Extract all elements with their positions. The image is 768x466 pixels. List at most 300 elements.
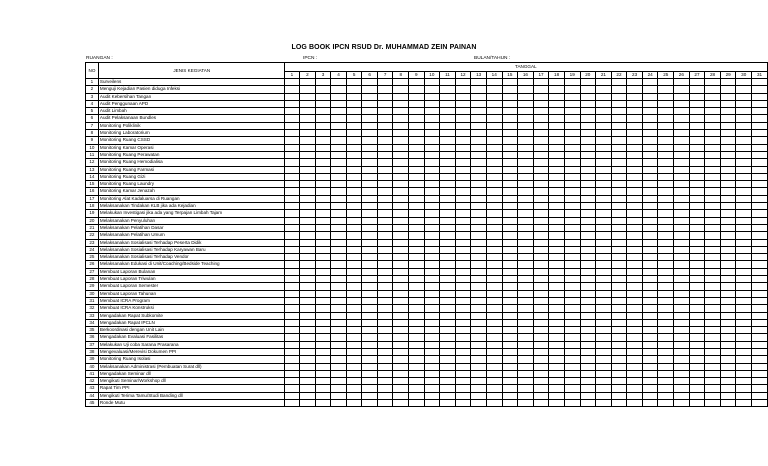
day-cell[interactable] — [752, 246, 768, 253]
day-cell[interactable] — [705, 144, 721, 151]
day-cell[interactable] — [455, 290, 471, 297]
day-cell[interactable] — [752, 356, 768, 363]
day-cell[interactable] — [642, 173, 658, 180]
day-cell[interactable] — [533, 297, 549, 304]
day-cell[interactable] — [377, 246, 393, 253]
day-cell[interactable] — [346, 363, 362, 370]
day-cell[interactable] — [736, 151, 752, 158]
day-cell[interactable] — [596, 385, 612, 392]
day-cell[interactable] — [642, 239, 658, 246]
day-cell[interactable] — [580, 130, 596, 137]
day-cell[interactable] — [674, 378, 690, 385]
day-cell[interactable] — [658, 210, 674, 217]
day-cell[interactable] — [284, 356, 300, 363]
day-cell[interactable] — [642, 268, 658, 275]
day-cell[interactable] — [377, 400, 393, 407]
day-cell[interactable] — [424, 290, 440, 297]
day-cell[interactable] — [736, 246, 752, 253]
day-cell[interactable] — [736, 173, 752, 180]
day-cell[interactable] — [300, 334, 316, 341]
day-cell[interactable] — [689, 341, 705, 348]
day-cell[interactable] — [720, 130, 736, 137]
day-cell[interactable] — [752, 151, 768, 158]
day-cell[interactable] — [611, 224, 627, 231]
day-cell[interactable] — [393, 239, 409, 246]
day-cell[interactable] — [736, 217, 752, 224]
day-cell[interactable] — [674, 166, 690, 173]
day-cell[interactable] — [642, 246, 658, 253]
day-cell[interactable] — [580, 195, 596, 202]
day-cell[interactable] — [300, 341, 316, 348]
day-cell[interactable] — [455, 297, 471, 304]
day-cell[interactable] — [564, 210, 580, 217]
day-cell[interactable] — [440, 254, 456, 261]
day-cell[interactable] — [424, 334, 440, 341]
day-cell[interactable] — [627, 130, 643, 137]
day-cell[interactable] — [611, 385, 627, 392]
day-cell[interactable] — [689, 115, 705, 122]
day-cell[interactable] — [331, 268, 347, 275]
day-cell[interactable] — [564, 181, 580, 188]
day-cell[interactable] — [424, 188, 440, 195]
day-cell[interactable] — [580, 239, 596, 246]
day-cell[interactable] — [315, 268, 331, 275]
day-cell[interactable] — [393, 115, 409, 122]
day-cell[interactable] — [393, 400, 409, 407]
day-cell[interactable] — [486, 79, 502, 86]
day-cell[interactable] — [658, 246, 674, 253]
day-cell[interactable] — [549, 232, 565, 239]
day-cell[interactable] — [455, 159, 471, 166]
day-cell[interactable] — [362, 79, 378, 86]
day-cell[interactable] — [393, 341, 409, 348]
day-cell[interactable] — [752, 268, 768, 275]
day-cell[interactable] — [486, 261, 502, 268]
day-cell[interactable] — [689, 144, 705, 151]
day-cell[interactable] — [455, 400, 471, 407]
day-cell[interactable] — [642, 188, 658, 195]
day-cell[interactable] — [284, 378, 300, 385]
day-cell[interactable] — [596, 334, 612, 341]
day-cell[interactable] — [658, 392, 674, 399]
day-cell[interactable] — [409, 100, 425, 107]
day-cell[interactable] — [362, 297, 378, 304]
day-cell[interactable] — [611, 86, 627, 93]
day-cell[interactable] — [502, 290, 518, 297]
day-cell[interactable] — [564, 137, 580, 144]
day-cell[interactable] — [409, 312, 425, 319]
day-cell[interactable] — [627, 232, 643, 239]
day-cell[interactable] — [642, 203, 658, 210]
day-cell[interactable] — [752, 327, 768, 334]
day-cell[interactable] — [720, 385, 736, 392]
day-cell[interactable] — [596, 86, 612, 93]
day-cell[interactable] — [502, 210, 518, 217]
day-cell[interactable] — [705, 290, 721, 297]
day-cell[interactable] — [674, 93, 690, 100]
day-cell[interactable] — [720, 334, 736, 341]
day-cell[interactable] — [346, 115, 362, 122]
day-cell[interactable] — [689, 159, 705, 166]
day-cell[interactable] — [736, 130, 752, 137]
day-cell[interactable] — [642, 276, 658, 283]
day-cell[interactable] — [424, 276, 440, 283]
day-cell[interactable] — [689, 385, 705, 392]
day-cell[interactable] — [736, 188, 752, 195]
day-cell[interactable] — [440, 370, 456, 377]
day-cell[interactable] — [486, 327, 502, 334]
day-cell[interactable] — [752, 203, 768, 210]
day-cell[interactable] — [533, 305, 549, 312]
day-cell[interactable] — [549, 159, 565, 166]
day-cell[interactable] — [346, 79, 362, 86]
day-cell[interactable] — [393, 181, 409, 188]
day-cell[interactable] — [300, 327, 316, 334]
day-cell[interactable] — [518, 378, 534, 385]
day-cell[interactable] — [627, 297, 643, 304]
day-cell[interactable] — [580, 283, 596, 290]
day-cell[interactable] — [564, 290, 580, 297]
day-cell[interactable] — [315, 385, 331, 392]
day-cell[interactable] — [346, 290, 362, 297]
day-cell[interactable] — [736, 297, 752, 304]
day-cell[interactable] — [346, 224, 362, 231]
day-cell[interactable] — [486, 151, 502, 158]
day-cell[interactable] — [284, 108, 300, 115]
day-cell[interactable] — [502, 297, 518, 304]
day-cell[interactable] — [315, 188, 331, 195]
day-cell[interactable] — [720, 341, 736, 348]
day-cell[interactable] — [300, 137, 316, 144]
day-cell[interactable] — [471, 181, 487, 188]
day-cell[interactable] — [564, 122, 580, 129]
day-cell[interactable] — [596, 327, 612, 334]
day-cell[interactable] — [549, 166, 565, 173]
day-cell[interactable] — [549, 276, 565, 283]
day-cell[interactable] — [658, 173, 674, 180]
day-cell[interactable] — [720, 356, 736, 363]
day-cell[interactable] — [705, 108, 721, 115]
day-cell[interactable] — [642, 217, 658, 224]
day-cell[interactable] — [642, 392, 658, 399]
day-cell[interactable] — [549, 334, 565, 341]
day-cell[interactable] — [564, 93, 580, 100]
day-cell[interactable] — [705, 100, 721, 107]
day-cell[interactable] — [549, 385, 565, 392]
day-cell[interactable] — [642, 356, 658, 363]
day-cell[interactable] — [486, 181, 502, 188]
day-cell[interactable] — [580, 319, 596, 326]
day-cell[interactable] — [440, 166, 456, 173]
day-cell[interactable] — [377, 166, 393, 173]
day-cell[interactable] — [658, 319, 674, 326]
day-cell[interactable] — [674, 312, 690, 319]
day-cell[interactable] — [674, 181, 690, 188]
day-cell[interactable] — [564, 268, 580, 275]
day-cell[interactable] — [486, 100, 502, 107]
day-cell[interactable] — [331, 173, 347, 180]
day-cell[interactable] — [580, 378, 596, 385]
day-cell[interactable] — [518, 305, 534, 312]
day-cell[interactable] — [736, 239, 752, 246]
day-cell[interactable] — [409, 115, 425, 122]
day-cell[interactable] — [611, 100, 627, 107]
day-cell[interactable] — [720, 392, 736, 399]
day-cell[interactable] — [564, 348, 580, 355]
day-cell[interactable] — [533, 276, 549, 283]
day-cell[interactable] — [642, 79, 658, 86]
day-cell[interactable] — [486, 210, 502, 217]
day-cell[interactable] — [331, 79, 347, 86]
day-cell[interactable] — [580, 166, 596, 173]
day-cell[interactable] — [564, 276, 580, 283]
day-cell[interactable] — [752, 348, 768, 355]
day-cell[interactable] — [705, 115, 721, 122]
day-cell[interactable] — [393, 319, 409, 326]
day-cell[interactable] — [486, 166, 502, 173]
day-cell[interactable] — [736, 385, 752, 392]
day-cell[interactable] — [440, 100, 456, 107]
day-cell[interactable] — [409, 327, 425, 334]
day-cell[interactable] — [424, 261, 440, 268]
day-cell[interactable] — [424, 319, 440, 326]
day-cell[interactable] — [580, 370, 596, 377]
day-cell[interactable] — [300, 130, 316, 137]
day-cell[interactable] — [658, 239, 674, 246]
day-cell[interactable] — [362, 203, 378, 210]
day-cell[interactable] — [752, 79, 768, 86]
day-cell[interactable] — [611, 239, 627, 246]
day-cell[interactable] — [720, 363, 736, 370]
day-cell[interactable] — [533, 356, 549, 363]
day-cell[interactable] — [284, 370, 300, 377]
day-cell[interactable] — [502, 239, 518, 246]
day-cell[interactable] — [674, 100, 690, 107]
day-cell[interactable] — [377, 378, 393, 385]
day-cell[interactable] — [549, 151, 565, 158]
day-cell[interactable] — [346, 93, 362, 100]
day-cell[interactable] — [455, 261, 471, 268]
day-cell[interactable] — [627, 173, 643, 180]
day-cell[interactable] — [564, 79, 580, 86]
day-cell[interactable] — [674, 151, 690, 158]
day-cell[interactable] — [580, 276, 596, 283]
day-cell[interactable] — [720, 305, 736, 312]
day-cell[interactable] — [674, 319, 690, 326]
day-cell[interactable] — [627, 400, 643, 407]
day-cell[interactable] — [471, 115, 487, 122]
day-cell[interactable] — [377, 239, 393, 246]
day-cell[interactable] — [471, 356, 487, 363]
day-cell[interactable] — [393, 122, 409, 129]
day-cell[interactable] — [564, 188, 580, 195]
day-cell[interactable] — [300, 115, 316, 122]
day-cell[interactable] — [518, 290, 534, 297]
day-cell[interactable] — [315, 159, 331, 166]
day-cell[interactable] — [642, 100, 658, 107]
day-cell[interactable] — [346, 392, 362, 399]
day-cell[interactable] — [642, 122, 658, 129]
day-cell[interactable] — [518, 341, 534, 348]
day-cell[interactable] — [362, 122, 378, 129]
day-cell[interactable] — [409, 144, 425, 151]
day-cell[interactable] — [471, 378, 487, 385]
day-cell[interactable] — [455, 327, 471, 334]
day-cell[interactable] — [611, 166, 627, 173]
day-cell[interactable] — [518, 181, 534, 188]
day-cell[interactable] — [627, 312, 643, 319]
day-cell[interactable] — [331, 224, 347, 231]
day-cell[interactable] — [346, 195, 362, 202]
day-cell[interactable] — [752, 378, 768, 385]
day-cell[interactable] — [596, 378, 612, 385]
day-cell[interactable] — [315, 173, 331, 180]
day-cell[interactable] — [393, 327, 409, 334]
day-cell[interactable] — [424, 312, 440, 319]
day-cell[interactable] — [440, 122, 456, 129]
day-cell[interactable] — [346, 348, 362, 355]
day-cell[interactable] — [627, 195, 643, 202]
day-cell[interactable] — [284, 93, 300, 100]
day-cell[interactable] — [502, 122, 518, 129]
day-cell[interactable] — [720, 348, 736, 355]
day-cell[interactable] — [346, 159, 362, 166]
day-cell[interactable] — [720, 319, 736, 326]
day-cell[interactable] — [596, 224, 612, 231]
day-cell[interactable] — [409, 93, 425, 100]
day-cell[interactable] — [424, 130, 440, 137]
day-cell[interactable] — [362, 334, 378, 341]
day-cell[interactable] — [377, 203, 393, 210]
day-cell[interactable] — [362, 400, 378, 407]
day-cell[interactable] — [611, 356, 627, 363]
day-cell[interactable] — [486, 348, 502, 355]
day-cell[interactable] — [689, 195, 705, 202]
day-cell[interactable] — [331, 246, 347, 253]
day-cell[interactable] — [518, 246, 534, 253]
day-cell[interactable] — [580, 217, 596, 224]
day-cell[interactable] — [377, 268, 393, 275]
day-cell[interactable] — [564, 370, 580, 377]
day-cell[interactable] — [393, 210, 409, 217]
day-cell[interactable] — [596, 151, 612, 158]
day-cell[interactable] — [393, 370, 409, 377]
day-cell[interactable] — [455, 137, 471, 144]
day-cell[interactable] — [611, 261, 627, 268]
day-cell[interactable] — [284, 312, 300, 319]
day-cell[interactable] — [533, 144, 549, 151]
day-cell[interactable] — [409, 348, 425, 355]
day-cell[interactable] — [752, 100, 768, 107]
day-cell[interactable] — [533, 370, 549, 377]
day-cell[interactable] — [627, 246, 643, 253]
day-cell[interactable] — [455, 268, 471, 275]
day-cell[interactable] — [362, 290, 378, 297]
day-cell[interactable] — [377, 297, 393, 304]
day-cell[interactable] — [596, 246, 612, 253]
day-cell[interactable] — [362, 312, 378, 319]
day-cell[interactable] — [284, 268, 300, 275]
day-cell[interactable] — [752, 232, 768, 239]
day-cell[interactable] — [346, 100, 362, 107]
day-cell[interactable] — [549, 305, 565, 312]
day-cell[interactable] — [300, 93, 316, 100]
day-cell[interactable] — [533, 246, 549, 253]
day-cell[interactable] — [689, 224, 705, 231]
day-cell[interactable] — [455, 348, 471, 355]
day-cell[interactable] — [471, 341, 487, 348]
day-cell[interactable] — [455, 195, 471, 202]
day-cell[interactable] — [580, 115, 596, 122]
day-cell[interactable] — [424, 297, 440, 304]
day-cell[interactable] — [502, 159, 518, 166]
day-cell[interactable] — [331, 341, 347, 348]
day-cell[interactable] — [331, 312, 347, 319]
day-cell[interactable] — [627, 276, 643, 283]
day-cell[interactable] — [409, 166, 425, 173]
day-cell[interactable] — [674, 224, 690, 231]
day-cell[interactable] — [658, 195, 674, 202]
day-cell[interactable] — [518, 348, 534, 355]
day-cell[interactable] — [518, 210, 534, 217]
day-cell[interactable] — [440, 261, 456, 268]
day-cell[interactable] — [300, 246, 316, 253]
day-cell[interactable] — [611, 283, 627, 290]
day-cell[interactable] — [393, 203, 409, 210]
day-cell[interactable] — [580, 93, 596, 100]
day-cell[interactable] — [720, 100, 736, 107]
day-cell[interactable] — [674, 217, 690, 224]
day-cell[interactable] — [642, 385, 658, 392]
day-cell[interactable] — [658, 79, 674, 86]
day-cell[interactable] — [752, 363, 768, 370]
day-cell[interactable] — [658, 93, 674, 100]
day-cell[interactable] — [362, 93, 378, 100]
day-cell[interactable] — [642, 232, 658, 239]
day-cell[interactable] — [424, 203, 440, 210]
day-cell[interactable] — [284, 348, 300, 355]
day-cell[interactable] — [300, 356, 316, 363]
day-cell[interactable] — [300, 312, 316, 319]
day-cell[interactable] — [377, 224, 393, 231]
day-cell[interactable] — [564, 151, 580, 158]
day-cell[interactable] — [300, 173, 316, 180]
day-cell[interactable] — [331, 385, 347, 392]
day-cell[interactable] — [284, 392, 300, 399]
day-cell[interactable] — [440, 334, 456, 341]
day-cell[interactable] — [284, 195, 300, 202]
day-cell[interactable] — [409, 217, 425, 224]
day-cell[interactable] — [502, 130, 518, 137]
day-cell[interactable] — [300, 151, 316, 158]
day-cell[interactable] — [331, 151, 347, 158]
day-cell[interactable] — [393, 217, 409, 224]
day-cell[interactable] — [315, 224, 331, 231]
day-cell[interactable] — [518, 363, 534, 370]
day-cell[interactable] — [284, 166, 300, 173]
day-cell[interactable] — [440, 385, 456, 392]
day-cell[interactable] — [377, 232, 393, 239]
day-cell[interactable] — [424, 268, 440, 275]
day-cell[interactable] — [346, 312, 362, 319]
day-cell[interactable] — [549, 297, 565, 304]
day-cell[interactable] — [689, 173, 705, 180]
day-cell[interactable] — [393, 246, 409, 253]
day-cell[interactable] — [533, 166, 549, 173]
day-cell[interactable] — [284, 290, 300, 297]
day-cell[interactable] — [409, 79, 425, 86]
day-cell[interactable] — [689, 312, 705, 319]
